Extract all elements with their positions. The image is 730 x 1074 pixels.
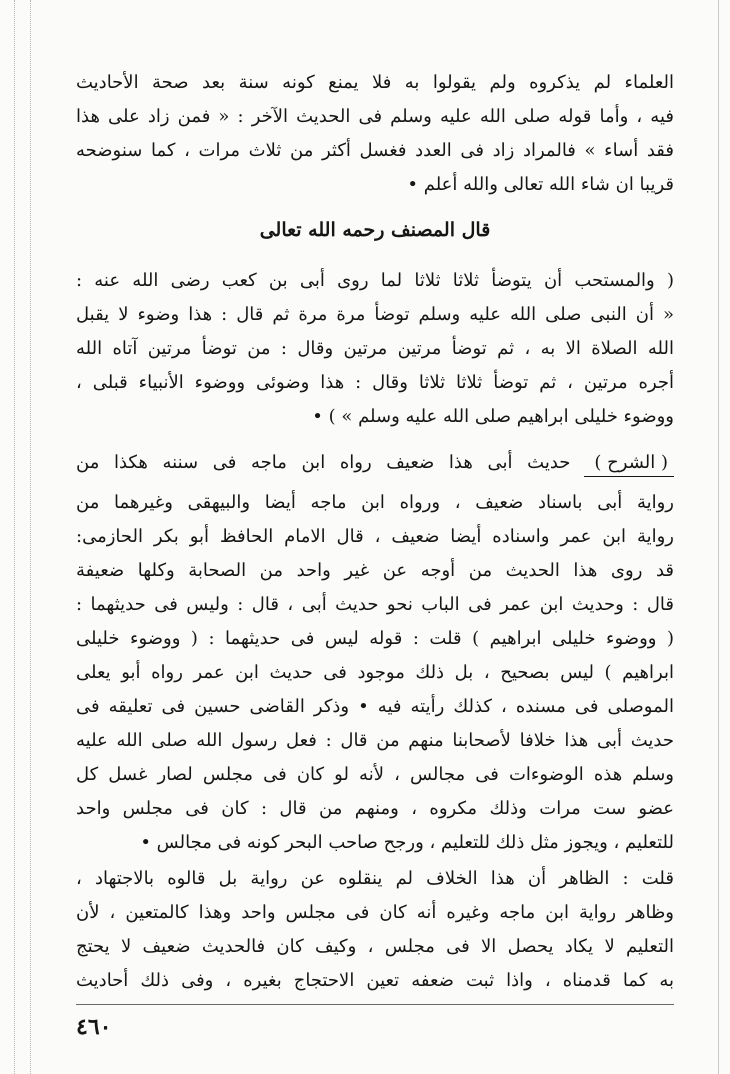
text-line: ( ووضوء خليلى ابراهيم ) قلت : قوله ليس فى حديثهما : ( ووضوء خليلى — [76, 628, 674, 649]
text-line: ( والمستحب أن يتوضأ ثلاثا ثلاثا لما روى أبى بن كعب رضى الله عنه : — [76, 270, 674, 291]
sharh-label: ( الشرح ) — [584, 450, 674, 477]
text-line: العلماء لم يذكروه ولم يقولوا به فلا يمنع كونه سنة بعد صحة الأحاديث — [76, 72, 674, 93]
scan-edge-left — [14, 0, 16, 1074]
text-line: قلت : الظاهر أن هذا الخلاف لم ينقلوه عن رواية بل قالوه بالاجتهاد ، — [76, 868, 674, 889]
text-line: قد روى هذا الحديث من أوجه عن غير واحد من الصحابة وكلها ضعيفة — [76, 560, 674, 581]
section-heading: قال المصنف رحمه الله تعالى — [259, 219, 491, 241]
text-line: فقد أساء » فالمراد زاد فى العدد فغسل أكثر من ثلاث مرات ، كما سنوضحه — [76, 140, 674, 161]
text-line: به كما قدمناه ، واذا ثبت ضعفه تعين الاحتجاج بغيره ، وفى ذلك أحاديث — [76, 970, 674, 991]
text-line: قريبا ان شاء الله تعالى والله أعلم • — [407, 174, 674, 195]
text-line: ووضوء خليلى ابراهيم صلى الله عليه وسلم » ) • — [312, 406, 674, 427]
text-line: « أن النبى صلى الله عليه وسلم توضأ مرة مرة ثم قال : هذا وضوء لا يقبل — [76, 304, 674, 325]
text-line: حديث أبى هذا خلافا لأصحابنا منهم من قال : فعل رسول الله صلى الله عليه — [76, 730, 674, 751]
text-line: وسلم هذه الوضوءات فى مجالس ، لأنه لو كان فى مجلس لصار غسل كل — [76, 764, 674, 785]
text-line: قال : وحديث ابن عمر فى الباب نحو حديث أبى ، قال : وليس فى حديثهما : — [76, 594, 674, 615]
text-line: عضو ست مرات وذلك مكروه ، ومنهم من قال : كان فى مجلس واحد — [76, 798, 674, 819]
page-number: ٤٦٠ — [76, 1014, 112, 1040]
text-line: أجره مرتين ، ثم توضأ ثلاثا ثلاثا وقال : هذا وضوئى ووضوء الأنبياء قبلى ، — [76, 372, 674, 393]
text-line: ابراهيم ) ليس بصحيح ، بل ذلك موجود فى حديث ابن عمر رواه أبو يعلى — [76, 662, 674, 683]
scan-edge-right — [718, 0, 720, 1074]
text-line: رواية أبى باسناد ضعيف ، ورواه ابن ماجه أيضا والبيهقى وغيرهما من — [76, 492, 674, 513]
scan-edge-left-inner — [30, 0, 32, 1074]
text-line: للتعليم ، ويجوز مثل ذلك للتعليم ، ورجح صاحب البحر كونه فى مجالس • — [140, 832, 674, 853]
text-line: الله الصلاة الا به ، ثم توضأ مرتين مرتين وقال : من توضأ مرتين آتاه الله — [76, 338, 674, 359]
text-line: فيه ، وأما قوله صلى الله عليه وسلم فى الحديث الآخر : « فمن زاد على هذا — [76, 106, 674, 127]
text-line: رواية ابن عمر واسناده أيضا ضعيف ، قال الامام الحافظ أبو بكر الحازمى: — [76, 526, 674, 547]
sharh-first-line — [76, 446, 674, 480]
text-line: وظاهر رواية ابن ماجه وغيره أنه كان فى مجلس واحد وهذا كالمتعين ، لأن — [76, 902, 674, 923]
text-line: الموصلى فى مسنده ، كذلك رأيته فيه • وذكر القاضى حسين فى تعليقه فى — [76, 696, 674, 717]
footer-rule — [76, 1004, 674, 1005]
text-line: التعليم لا يكاد يحصل الا فى مجلس ، وكيف كان فالحديث ضعيف لا يحتج — [76, 936, 674, 957]
text-line-segment: حديث أبى هذا ضعيف رواه ابن ماجه فى سننه هكذا من — [76, 452, 571, 473]
